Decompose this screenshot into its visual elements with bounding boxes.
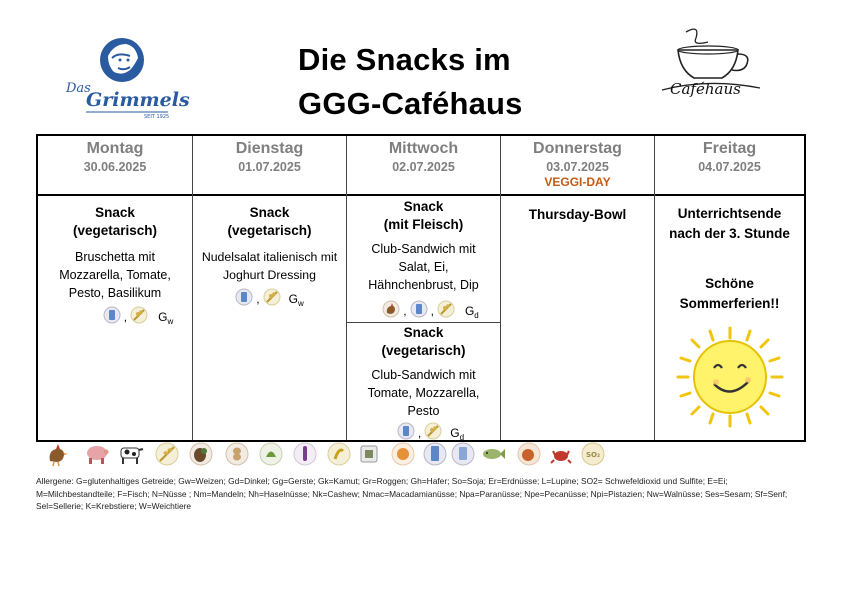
day-name: Montag [86, 140, 144, 157]
snack-subtitle: (mit Fleisch) [383, 217, 464, 232]
logo-left-das: Das [66, 81, 91, 96]
snack-description: Bruschetta mit Mozzarella, Tomate, Pesto, Basilikum [59, 250, 171, 300]
title-line-2: GGG-Caféhaus [298, 86, 523, 121]
allergen-code [289, 292, 304, 306]
allergen-code [450, 426, 464, 440]
snack-title [44, 204, 186, 240]
crab-icon [548, 441, 574, 467]
friday-note-line-1: Unterrichtsende [677, 206, 782, 221]
sulfite-icon [580, 441, 606, 467]
snack-title [353, 324, 494, 360]
friday-note-line-2: nach der 3. Stunde [669, 226, 790, 241]
wheat-icon [154, 441, 180, 467]
snack-title-line: Snack [249, 205, 290, 220]
page-title [298, 38, 598, 126]
sun-illustration [661, 324, 798, 433]
allergen-separator: , [256, 292, 260, 306]
wheat-icon [424, 422, 442, 440]
grimmels-logo [64, 36, 190, 120]
allergen-sub: d [474, 311, 479, 320]
sun-icon [670, 324, 790, 428]
column-friday [654, 136, 804, 440]
wednesday-divider [347, 322, 500, 323]
friday-greeting-line-2: Sommerferien!! [679, 296, 780, 311]
milk-icon [410, 300, 428, 318]
allergen-separator: , [403, 304, 407, 318]
allergen-letter: G [464, 304, 475, 318]
snack-subtitle: (vegetarisch) [72, 223, 158, 238]
milk-icon [422, 441, 448, 467]
allergen-sub: d [459, 433, 465, 442]
peanut-icon [224, 441, 250, 467]
logo-right-text: Caféhaus [670, 80, 741, 98]
day-date: 02.07.2025 [392, 160, 455, 174]
allergen-code [158, 310, 173, 324]
milk-icon [103, 306, 121, 324]
so2-label: SO₂ [585, 451, 601, 459]
allergen-letter: G [450, 426, 460, 440]
veggi-day-badge: VEGGI-DAY [544, 175, 611, 189]
cow-icon [118, 441, 144, 467]
day-date: 01.07.2025 [238, 160, 301, 174]
logo-left-name: Grimmels [86, 89, 190, 111]
logo-left-sub: SEIT 1925 [144, 114, 170, 120]
wheat-icon [130, 306, 148, 324]
mollusc-icon [516, 441, 542, 467]
fish-icon [480, 441, 506, 467]
day-name: Donnerstag [533, 140, 622, 157]
snack-description: Club-Sandwich mit Tomate, Mozzarella, Pesto [367, 368, 480, 418]
milk-icon [235, 288, 253, 306]
nut-icon [258, 441, 284, 467]
allergen-row [199, 288, 340, 306]
cafehaus-logo [656, 24, 766, 102]
snack-title-line: Snack [95, 205, 135, 220]
title-line-1: Die Snacks im [298, 42, 511, 77]
day-name: Dienstag [235, 140, 304, 157]
day-date: 03.07.2025 [546, 160, 609, 174]
thursday-dish: Thursday-Bowl [528, 207, 627, 222]
allergen-separator: , [430, 304, 434, 318]
menu-cell-monday [38, 196, 192, 324]
soy-icon [292, 441, 318, 467]
allergen-separator: , [123, 310, 128, 324]
day-name: Freitag [702, 140, 757, 157]
menu-cell-tuesday [193, 196, 346, 306]
allergen-letter: G [158, 310, 168, 324]
column-tuesday [192, 136, 346, 440]
allergen-icon-legend [40, 441, 600, 469]
allergen-legend: Allergene: G=glutenhaltiges Getreide; Gw=Weizen; Gd=Dinkel; Gg=Gerste; Gk=Kamut; Gr=Roggen; Gh=Hafer; So=Soja; Er=Erdnüsse; L=Lupine; SO2= Schwefeldioxid und Sulfite; E=Ei; M=Milchbestandteile; F=Fisch; N=Nüsse ; Nm=Mandeln; Nh=Haselnüsse; Nk=Cashew; Nmac=Macadamianüsse; Npa=Paranüsse; Npe=Pecanüsse; Npi=Pistazien; Nw=Walnüsse; Ses=Sesam; Sf=Senf; Sel=Sellerie; K=Krebstiere; W=Weichtiere [36, 476, 788, 511]
chicken-icon [382, 300, 400, 318]
day-date: 30.06.2025 [83, 160, 147, 174]
day-header-monday [38, 140, 192, 196]
allergen-row [367, 300, 494, 318]
day-header-wednesday [347, 140, 500, 196]
wheat-icon [263, 288, 281, 306]
snack-title [353, 198, 494, 234]
sesame-icon [450, 441, 476, 467]
column-monday [38, 136, 192, 440]
friday-greeting-line-1: Schöne [705, 276, 754, 291]
snack-description: Club-Sandwich mit Salat, Ei, Hähnchenbrust, Dip [368, 242, 479, 292]
allergen-sub: w [167, 317, 174, 326]
milk-icon [397, 422, 415, 440]
column-thursday [500, 136, 654, 440]
column-wednesday [346, 136, 500, 440]
allergen-letter: G [288, 292, 298, 306]
mustard-icon [390, 441, 416, 467]
menu-cell-thursday [501, 196, 654, 224]
day-header-thursday [501, 140, 654, 196]
lupine-icon [326, 441, 352, 467]
snack-title-line: Snack [403, 325, 444, 340]
snack-subtitle: (vegetarisch) [227, 223, 312, 238]
egg-icon [188, 441, 214, 467]
menu-table [36, 134, 806, 442]
snack-subtitle: (vegetarisch) [381, 343, 466, 358]
menu-cell-wednesday-1 [347, 196, 500, 318]
allergen-code [465, 304, 479, 318]
menu-cell-friday [655, 196, 804, 433]
day-header-friday [655, 140, 804, 196]
wheat-icon [437, 300, 455, 318]
snack-title-line: Snack [403, 199, 444, 214]
chicken-icon [44, 441, 70, 467]
day-name: Mittwoch [388, 140, 459, 157]
menu-cell-wednesday-2 [347, 324, 500, 440]
pig-icon [84, 441, 110, 467]
snack-title [199, 204, 340, 240]
snack-description: Nudelsalat italienisch mit Joghurt Dressing [201, 250, 338, 282]
day-header-tuesday [193, 140, 346, 196]
allergen-separator: , [417, 426, 422, 440]
day-date: 04.07.2025 [698, 160, 761, 174]
allergen-row [90, 306, 186, 324]
celery-icon [356, 441, 382, 467]
allergen-sub: w [297, 299, 304, 308]
allergen-row [367, 422, 494, 440]
